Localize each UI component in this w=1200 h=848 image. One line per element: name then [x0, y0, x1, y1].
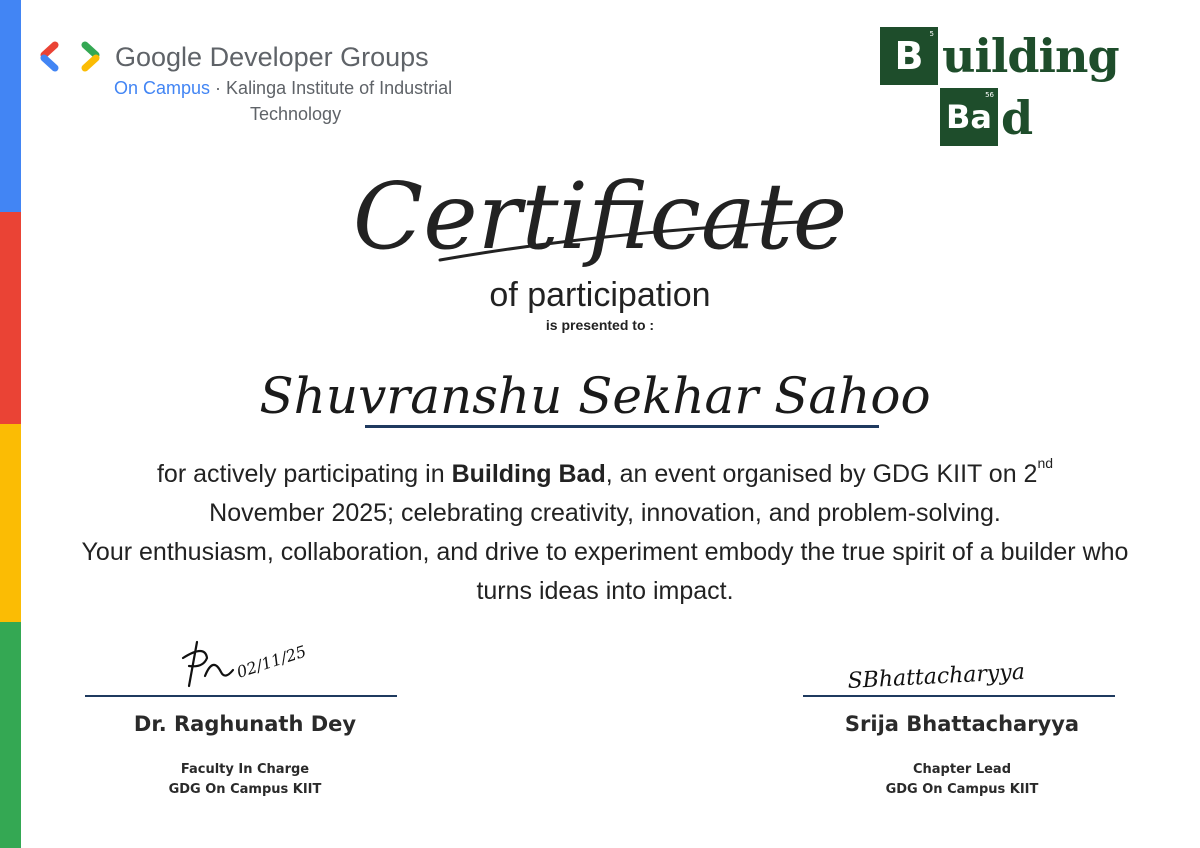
signatory-2 [803, 712, 1121, 800]
recipient-name-text: Shuvranshu Sekhar Sahoo [259, 367, 931, 425]
certificate-subtitle: of participation [489, 276, 711, 314]
signatory-2-role: Chapter Lead [912, 762, 1012, 777]
institute-line2: Technology [250, 104, 342, 124]
element-tile-b: 5 B [880, 27, 938, 85]
gdg-subtitle [114, 78, 452, 99]
signature-1-image [175, 636, 310, 698]
institute-line1: Kalinga Institute of Industrial [226, 78, 453, 98]
stripe-yellow [0, 424, 21, 622]
certificate-title-text: Certificate [352, 163, 848, 270]
signatory-1-name: Dr. Raghunath Dey [133, 712, 357, 736]
body-paragraph-2: Your enthusiasm, collaboration, and drive to experiment embody the true spirit of a builder who turns ideas into impact. [81, 538, 1129, 605]
presented-to-label: is presented to : [545, 317, 655, 333]
gdg-logo [38, 38, 518, 138]
signatory-2-name: Srija Bhattacharyya [844, 712, 1080, 736]
separator: · [210, 78, 227, 98]
gdg-brackets-icon [38, 40, 104, 74]
element-tile-ba: 56 Ba [940, 88, 998, 146]
logo-word2-rest: d [1001, 91, 1034, 145]
signature-2-line [803, 695, 1115, 697]
signature-2-image [838, 656, 1078, 700]
signatory-1-org: GDG On Campus KIIT [168, 782, 322, 797]
building-bad-logo [880, 27, 1119, 152]
signature-2-text: SBhattacharyya [847, 659, 1026, 694]
certificate-body [60, 455, 1150, 611]
stripe-blue [0, 0, 21, 212]
signatory-2-org: GDG On Campus KIIT [885, 782, 1039, 797]
logo-word1-rest: uilding [942, 29, 1119, 83]
certificate-title [352, 148, 848, 288]
signatory-1-role: Faculty In Charge [180, 762, 310, 777]
signature-1-date: 02/11/25 [234, 641, 309, 682]
signature-1-line [85, 695, 397, 697]
gdg-title: Google Developer Groups [115, 42, 429, 72]
event-name: Building Bad [451, 460, 606, 488]
on-campus-label: On Campus [114, 78, 211, 98]
signatory-1 [85, 712, 405, 800]
stripe-green [0, 622, 21, 848]
body-paragraph-1: for actively participating in Building Bad, an event organised by GDG KIIT on 2nd November 2025; celebrating creativity, innovation, and problem-solving. [156, 455, 1054, 527]
recipient-underline [365, 425, 879, 428]
